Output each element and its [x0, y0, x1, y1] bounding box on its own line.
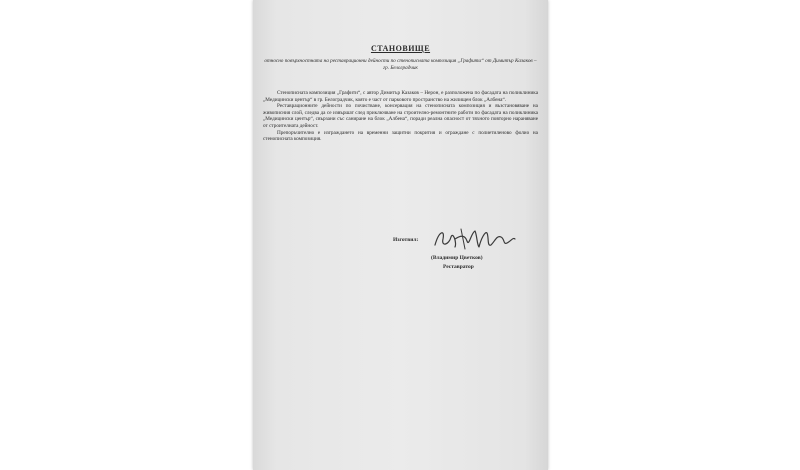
paragraph: Стенописната композиция „Графити“, с автор Димитър Казаков – Нерон, е разположена по фасадата на поликлиника „Медицински център“ в гр. Белоградчик, която е част от парковото пространство на жилищен блок „Албена“. [263, 90, 538, 103]
paragraph: Препоръчително е изграждането на временни защитни покрития и ограждане с полиетиленово фолио на стенописната композиция. [263, 129, 538, 143]
signer-name: (Владимир Цветков) [431, 255, 483, 261]
signer-role: Реставратор [443, 264, 474, 270]
signature-label: Изготвил: [393, 237, 419, 243]
signature-block [393, 225, 543, 285]
document-title: СТАНОВИЩЕ [370, 44, 431, 53]
document-body [263, 90, 538, 143]
paragraph: Реставрационните дейности по почистване, консервация на стенописната композиция и възстановяване на живописния слой, следва да се извършат след приключване на строително-ремонтните работи по фасадата на поликлиника „Медицински център“, свързани със саниране на блок „Албена“, поради реална опасност от тяхното повторно нараняване от строителната дейност. [263, 103, 538, 129]
document-page [253, 0, 548, 470]
handwritten-signature [431, 225, 517, 253]
document-subtitle: относно повърхностната на реставрационни дейности по стенописната композиция „Графити“ от Димитър Казаков – гр. Белоградчик [264, 58, 537, 71]
